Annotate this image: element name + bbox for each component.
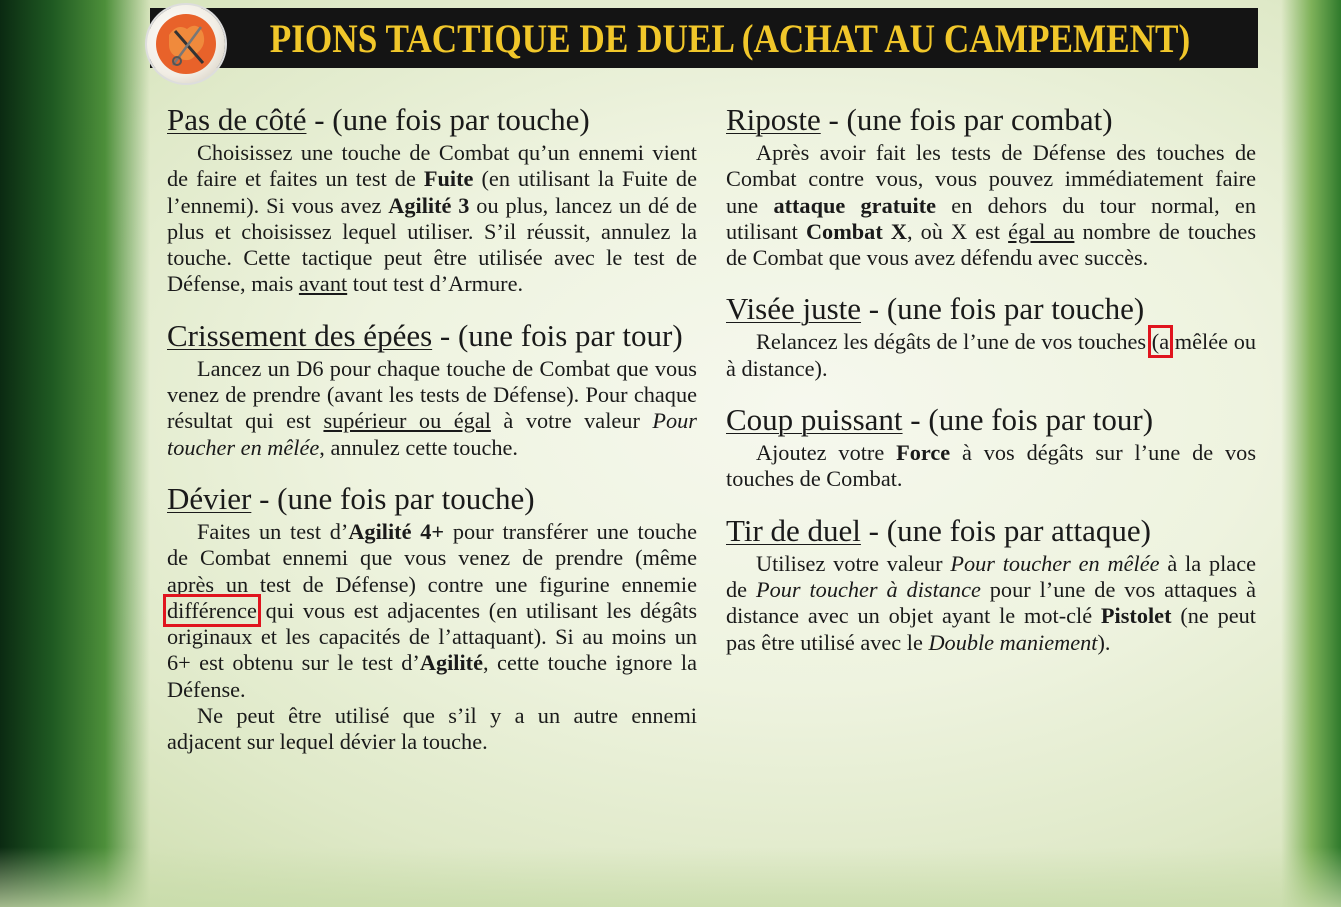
text: Ajoutez votre — [756, 440, 897, 466]
tactic-heading — [167, 316, 697, 356]
tactic-heading — [726, 100, 1256, 140]
italic-term: Double maniement — [928, 629, 1098, 655]
tactic-name: Dévier — [167, 480, 252, 516]
text: Utilisez votre valeur — [756, 550, 951, 576]
tactic-description — [726, 329, 1256, 382]
text: en dehors du tour normal, en utilisant — [726, 192, 1256, 244]
tactic-heading — [167, 100, 697, 140]
tactic-description — [167, 356, 697, 461]
text: pour transférer une touche de Combat ennemi que vous venez de prendre (même après un test de Défense) contre une figurine ennemie — [167, 518, 697, 597]
tactic-frequency: - (une fois par tour) — [432, 317, 683, 353]
tactic-riposte — [726, 100, 1256, 271]
text: nombre de touches de Combat que vous avez défendu avec succès. — [726, 218, 1256, 271]
text: à la place de — [726, 550, 1256, 602]
keyword: Pistolet — [1100, 603, 1172, 629]
tactic-frequency: - (une fois par touche) — [861, 291, 1145, 327]
text: pour l’une de vos attaques à distance avec un objet ayant le mot-clé — [726, 576, 1256, 629]
tactic-tir-de-duel — [726, 511, 1256, 656]
jungle-foliage-bottom — [0, 847, 1341, 907]
crest-rapier-icon — [147, 5, 225, 83]
tactic-heading — [726, 289, 1256, 329]
tactic-frequency: - (une fois par combat) — [820, 102, 1113, 137]
text: à votre valeur — [490, 408, 653, 434]
italic-term: Pour toucher en mêlée — [950, 550, 1160, 576]
underlined-text: avant — [298, 271, 348, 297]
text: mêlée ou à distance). — [726, 329, 1256, 381]
text: qui vous est adjacentes (en utilisant les dégâts originaux et les capacités de l’attaquant). Si au moins un 6+ est obtenu sur le test d’ — [167, 597, 697, 676]
underlined-text: égal au — [1008, 218, 1075, 244]
tactic-name: Pas de côté — [167, 102, 307, 137]
tactic-frequency: - (une fois par tour) — [902, 402, 1154, 438]
jungle-foliage-right — [1281, 0, 1341, 907]
keyword: attaque gratuite — [773, 192, 937, 218]
tactic-name: Visée juste — [726, 291, 862, 327]
text: ). — [1097, 629, 1111, 655]
tactic-note: Ne peut être utilisé que s’il y a un autre ennemi adjacent sur lequel dévier la touche. — [167, 703, 697, 755]
keyword: Agilité 4+ — [348, 518, 445, 544]
underlined-text: supérieur ou égal — [323, 408, 491, 434]
tactic-crissement-des-epees — [167, 316, 697, 461]
tactic-description — [726, 440, 1256, 493]
text: , où X est — [906, 218, 1009, 244]
tactic-coup-puissant — [726, 400, 1256, 493]
tactic-devier — [167, 479, 697, 756]
text: Après avoir fait les tests de Défense des touches de Combat contre vous, vous pouvez immédiatement faire une — [726, 140, 1256, 218]
text: (ne peut pas être utilisé avec le — [726, 603, 1256, 655]
text: ou plus, lancez un dé de plus et choisissez lequel utiliser. S’il réussit, annulez la touche. Cette tactique peut être utilisée avec le test de Défense, mais — [167, 192, 697, 297]
tactic-name: Tir de duel — [726, 512, 861, 548]
highlighted-word: (a — [1151, 329, 1170, 355]
keyword: Agilité 3 — [388, 192, 470, 218]
text: à vos dégâts sur l’une de vos touches de Combat. — [726, 440, 1256, 492]
tactic-frequency: - (une fois par touche) — [306, 102, 590, 137]
text: Faites un test d’ — [197, 518, 349, 544]
text: , annulez cette touche. — [319, 434, 519, 460]
right-column — [726, 100, 1256, 656]
page-title: PIONS TACTIQUE DE DUEL (ACHAT AU CAMPEMENT) — [269, 16, 1191, 61]
tactic-description — [167, 140, 697, 298]
left-column — [167, 100, 697, 756]
text: Choisissez une touche de Combat qu’un ennemi vient de faire et faites un test de — [167, 140, 697, 192]
keyword: Combat X — [805, 218, 907, 244]
tactic-description — [726, 140, 1256, 271]
tactic-heading — [726, 511, 1256, 551]
tactic-name: Crissement des épées — [167, 317, 433, 353]
italic-term: Pour toucher en mêlée — [167, 408, 697, 460]
text: , cette touche ignore la Défense. — [167, 650, 698, 702]
keyword: Force — [896, 440, 951, 466]
text: tout test d’Armure. — [347, 271, 524, 297]
text: (en utilisant la Fuite de l’ennemi). Si vous avez — [167, 166, 697, 218]
tactic-name: Riposte — [726, 102, 821, 137]
tactic-frequency: - (une fois par attaque) — [860, 512, 1151, 548]
text: Relancez les dégâts de l’une de vos touches — [756, 329, 1152, 355]
tactic-frequency: - (une fois par touche) — [251, 480, 535, 516]
highlighted-word: différence — [167, 597, 257, 623]
jungle-foliage-left — [0, 0, 150, 907]
tactic-heading — [726, 400, 1256, 440]
tactic-description — [726, 551, 1256, 656]
keyword: Fuite — [423, 166, 474, 192]
tactic-pas-de-cote — [167, 100, 697, 298]
keyword: Agilité — [419, 650, 484, 676]
tactic-visee-juste — [726, 289, 1256, 382]
tactic-heading — [167, 479, 697, 519]
tactic-name: Coup puissant — [726, 402, 903, 438]
text: Lancez un D6 pour chaque touche de Combat que vous venez de prendre (avant les tests de Défense). Pour chaque résultat qui est — [167, 355, 697, 434]
italic-term: Pour toucher à distance — [755, 576, 981, 602]
tactic-description — [167, 519, 697, 703]
